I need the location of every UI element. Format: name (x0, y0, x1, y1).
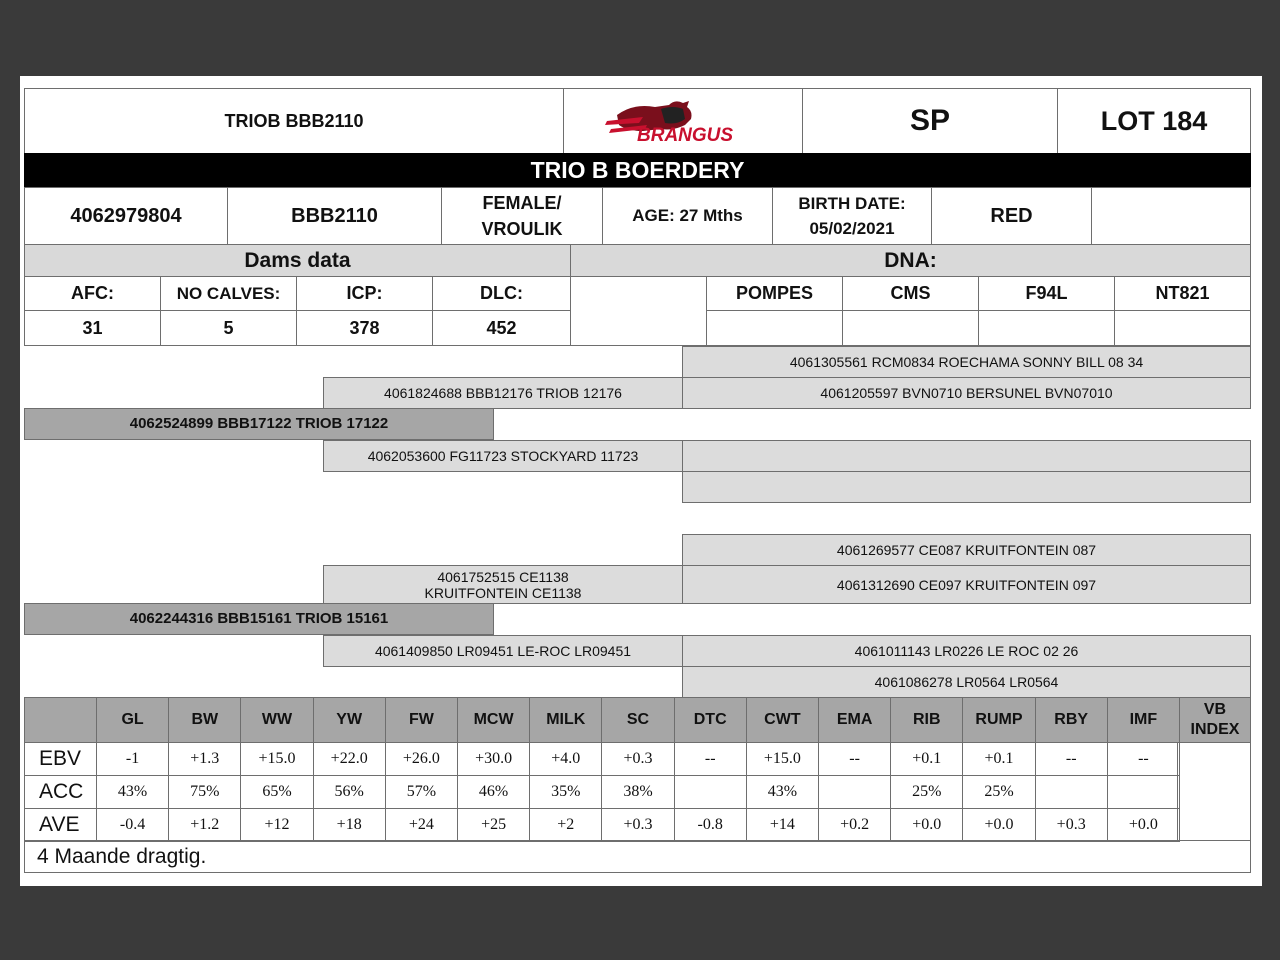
pedigree-dam-dam-sire: 4061011143 LR0226 LE ROC 02 26 (682, 635, 1251, 667)
dams-label-dlc: DLC: (432, 276, 571, 311)
perf-cell-acc-rib: 25% (890, 775, 963, 809)
perf-cell-ebv-ww: +15.0 (240, 742, 313, 776)
logo-text: BRANGUS (637, 125, 734, 146)
perf-cell-ebv-bw: +1.3 (168, 742, 241, 776)
dams-value-afc: 31 (24, 310, 161, 346)
dams-label-no-calves: NO CALVES: (160, 276, 297, 311)
perf-row-label-acc: ACC (24, 775, 97, 809)
perf-cell-acc-milk: 35% (529, 775, 602, 809)
perf-cell-ave-imf: +0.0 (1107, 808, 1180, 842)
id-number: 4062979804 (24, 187, 228, 245)
dams-value-no-calves: 5 (160, 310, 297, 346)
perf-cell-ebv-imf: -- (1107, 742, 1180, 776)
perf-cell-acc-rump: 25% (962, 775, 1035, 809)
perf-col-fw: FW (385, 697, 458, 743)
perf-cell-acc-ww: 65% (240, 775, 313, 809)
perf-cell-ebv-milk: +4.0 (529, 742, 602, 776)
pedigree-sire-dam-sire (682, 440, 1251, 472)
age: AGE: 27 Mths (602, 187, 773, 245)
dna-label-cms: CMS (842, 276, 979, 311)
brangus-logo (563, 88, 803, 154)
perf-cell-acc-dtc (674, 775, 747, 809)
pedigree-sire: 4062524899 BBB17122 TRIOB 17122 (24, 408, 494, 440)
perf-cell-acc-cwt: 43% (746, 775, 819, 809)
perf-col-rib: RIB (890, 697, 963, 743)
perf-col-sc: SC (601, 697, 674, 743)
perf-cell-acc-rby (1035, 775, 1108, 809)
perf-cell-ave-rby: +0.3 (1035, 808, 1108, 842)
perf-cell-ebv-cwt: +15.0 (746, 742, 819, 776)
perf-col-yw: YW (313, 697, 386, 743)
perf-row-label-ave: AVE (24, 808, 97, 842)
dna-label-f94l: F94L (978, 276, 1115, 311)
vb-index-value (1177, 742, 1251, 841)
dams-label-afc: AFC: (24, 276, 161, 311)
perf-cell-ebv-yw: +22.0 (313, 742, 386, 776)
perf-cell-acc-fw: 57% (385, 775, 458, 809)
perf-cell-acc-sc: 38% (601, 775, 674, 809)
perf-cell-ave-gl: -0.4 (96, 808, 169, 842)
pedigree-dam-sire-sire: 4061269577 CE087 KRUITFONTEIN 087 (682, 534, 1251, 566)
dna-blank (570, 276, 707, 346)
lot-sheet (20, 76, 1262, 886)
perf-cell-ave-cwt: +14 (746, 808, 819, 842)
dna-title: DNA: (570, 244, 1251, 277)
perf-cell-ave-ema: +0.2 (818, 808, 891, 842)
perf-cell-ave-rib: +0.0 (890, 808, 963, 842)
dna-value-cms (842, 310, 979, 346)
perf-col-rump: RUMP (962, 697, 1035, 743)
dams-label-icp: ICP: (296, 276, 433, 311)
pedigree-dam: 4062244316 BBB15161 TRIOB 15161 (24, 603, 494, 635)
perf-col-vb-index: VB INDEX (1179, 697, 1251, 743)
pedigree-sire-sire-sire: 4061305561 RCM0834 ROECHAMA SONNY BILL 08 34 (682, 346, 1251, 378)
perf-cell-acc-gl: 43% (96, 775, 169, 809)
pedigree-dam-sire-dam: 4061312690 CE097 KRUITFONTEIN 097 (682, 565, 1251, 604)
birth-date: BIRTH DATE: 05/02/2021 (772, 187, 932, 245)
perf-cell-ebv-sc: +0.3 (601, 742, 674, 776)
pedigree-dam-sire: 4061752515 CE1138 KRUITFONTEIN CE1138 (323, 565, 683, 604)
perf-col-ww: WW (240, 697, 313, 743)
pedigree-sire-dam: 4062053600 FG11723 STOCKYARD 11723 (323, 440, 683, 472)
perf-cell-ave-milk: +2 (529, 808, 602, 842)
pedigree-sire-dam-dam (682, 471, 1251, 503)
perf-cell-ave-fw: +24 (385, 808, 458, 842)
breeder-name: TRIO B BOERDERY (24, 153, 1251, 188)
perf-cell-acc-yw: 56% (313, 775, 386, 809)
perf-cell-ebv-rib: +0.1 (890, 742, 963, 776)
dna-value-nt821 (1114, 310, 1251, 346)
perf-col-gl: GL (96, 697, 169, 743)
perf-corner (24, 697, 97, 743)
perf-cell-ebv-rump: +0.1 (962, 742, 1035, 776)
info-extra (1091, 187, 1251, 245)
perf-cell-ebv-gl: -1 (96, 742, 169, 776)
perf-cell-ave-sc: +0.3 (601, 808, 674, 842)
dna-value-pompes (706, 310, 843, 346)
perf-col-ema: EMA (818, 697, 891, 743)
dams-value-icp: 378 (296, 310, 433, 346)
perf-cell-ebv-ema: -- (818, 742, 891, 776)
perf-cell-ave-yw: +18 (313, 808, 386, 842)
perf-col-imf: IMF (1107, 697, 1180, 743)
perf-cell-ebv-rby: -- (1035, 742, 1108, 776)
pedigree-sire-sire: 4061824688 BBB12176 TRIOB 12176 (323, 377, 683, 409)
perf-cell-ave-mcw: +25 (457, 808, 530, 842)
dams-value-dlc: 452 (432, 310, 571, 346)
code-sp: SP (802, 88, 1058, 154)
notes: 4 Maande dragtig. (24, 840, 1251, 873)
perf-cell-ebv-mcw: +30.0 (457, 742, 530, 776)
perf-col-dtc: DTC (674, 697, 747, 743)
perf-cell-ave-ww: +12 (240, 808, 313, 842)
dna-value-f94l (978, 310, 1115, 346)
perf-col-mcw: MCW (457, 697, 530, 743)
perf-cell-acc-mcw: 46% (457, 775, 530, 809)
bull-logo-icon (603, 95, 763, 147)
pedigree-sire-sire-dam: 4061205597 BVN0710 BERSUNEL BVN07010 (682, 377, 1251, 409)
sex: FEMALE/ VROULIK (441, 187, 603, 245)
lot-number: LOT 184 (1057, 88, 1251, 154)
perf-col-bw: BW (168, 697, 241, 743)
perf-col-rby: RBY (1035, 697, 1108, 743)
perf-cell-ebv-fw: +26.0 (385, 742, 458, 776)
pedigree-dam-dam: 4061409850 LR09451 LE-ROC LR09451 (323, 635, 683, 667)
dams-data-title: Dams data (24, 244, 571, 277)
perf-cell-acc-imf (1107, 775, 1180, 809)
perf-cell-ebv-dtc: -- (674, 742, 747, 776)
perf-cell-ave-dtc: -0.8 (674, 808, 747, 842)
perf-row-label-ebv: EBV (24, 742, 97, 776)
perf-cell-acc-bw: 75% (168, 775, 241, 809)
perf-cell-ave-bw: +1.2 (168, 808, 241, 842)
animal-name: TRIOB BBB2110 (24, 88, 564, 154)
herd-code: BBB2110 (227, 187, 442, 245)
dna-label-nt821: NT821 (1114, 276, 1251, 311)
colour: RED (931, 187, 1092, 245)
perf-cell-acc-ema (818, 775, 891, 809)
perf-col-cwt: CWT (746, 697, 819, 743)
pedigree-dam-dam-dam: 4061086278 LR0564 LR0564 (682, 666, 1251, 698)
perf-col-milk: MILK (529, 697, 602, 743)
perf-cell-ave-rump: +0.0 (962, 808, 1035, 842)
dna-label-pompes: POMPES (706, 276, 843, 311)
